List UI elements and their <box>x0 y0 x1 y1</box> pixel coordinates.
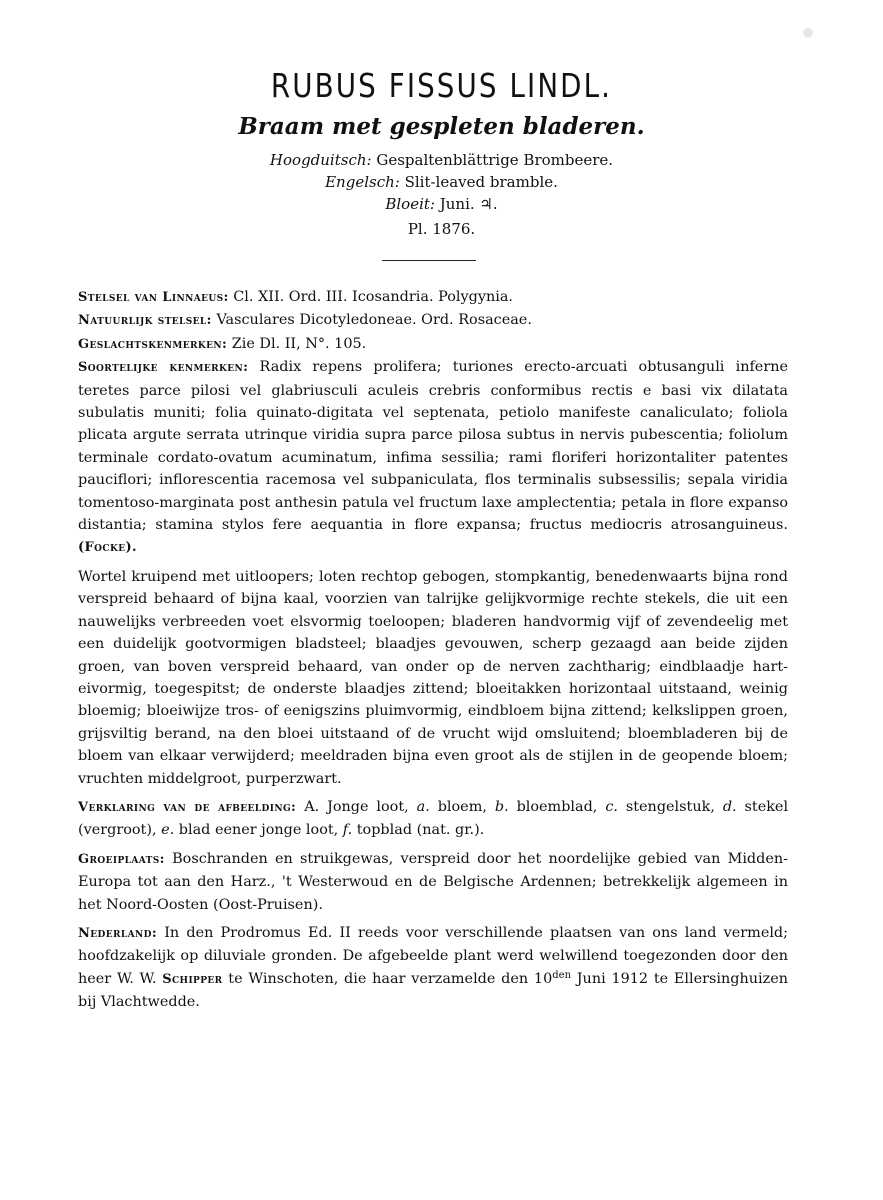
figure-explanation-text-2: bloem, <box>437 798 487 815</box>
figure-explanation-text-5: stekel (vergroot), <box>78 798 789 839</box>
paper-speck <box>803 28 813 38</box>
english-name-line <box>0 171 883 193</box>
netherlands-text-3: Juni 1912 te Ellersinghuizen bij Vlachtwedde. <box>78 970 788 1011</box>
natural-system-text: Vasculares Dicotyledoneae. Ord. Rosaceae. <box>216 312 532 329</box>
netherlands-paragraph <box>78 922 788 1014</box>
netherlands-collector-name: Schipper <box>162 971 223 987</box>
document-body <box>78 286 788 1014</box>
figure-letter-d: d. <box>722 798 737 815</box>
genus-characters-paragraph <box>78 333 788 356</box>
german-name-label: Hoogduitsch: <box>269 151 372 169</box>
natural-system-paragraph <box>78 309 788 332</box>
flowering-label: Bloeit: <box>385 195 435 213</box>
species-characters-label: Soortelijke kenmerken: <box>78 360 249 376</box>
figure-letter-a: a. <box>416 798 430 815</box>
figure-explanation-label: Verklaring van de afbeelding: <box>78 799 297 815</box>
german-name-value: Gespaltenblättrige Brombeere. <box>376 151 614 169</box>
species-characters-text: Radix repens prolifera; turiones erecto-arcuati obtusanguli inferne teretes parce pilosi vel glabriusculi aculeis crebris conformibus rectis e basi vix dilatata subulatis muniti; folia quinato-digitata vel septenata, petiolo manifeste canaliculato; foliola plicata argute serrata utrinque viridia supra parce pilosa subtus in nervis pubescentia; foliolum terminale cordato-ovatum acuminatum, infima sessilia; rami floriferi horizontaliter patentes pauciflori; inflorescentia racemosa vel subpaniculata, flos terminalis subsessilis; sepala viridia tomentoso-marginata post anthesin patula vel fructum laxe amplectentia; petala in flore expanso distantia; stamina stylos fere aequantia in flore expansa; fructus mediocris atrosanguineus. <box>78 359 788 534</box>
habitat-label: Groeiplaats: <box>78 851 165 867</box>
description-text: Wortel kruipend met uitloopers; loten rechtop gebogen, stompkantig, benedenwaarts bijna rond verspreid behaard of bijna kaal, voorzien van talrijke gelijkvormige rechte stekels, die uit een nauwelijks verbreeden voet elsvormig toeloopen; bladeren handvormig vijf of zevendeelig met een duidelijk gootvormigen bladsteel; blaadjes gevouwen, scherp gezaagd aan beide zijden groen, van boven verspreid behaard, van onder op de nerven zachtharig; eindblaadje hart-eivormig, toegespitst; de onderste blaadjes zittend; bloeitakken horizontaal uitstaand, weinig bloemig; bloeiwijze tros- of eenigszins pluimvormig, eindbloem bijna zittend; kelkslippen groen, grijsviltig berand, na den bloei uitstaand of de vrucht wijd omsluitend; bloembladeren bij de bloem van elkaar verwijderd; meeldraden bijna even groot als de stijlen in de geopende bloem; vruchten middelgroot, purperzwart. <box>78 568 788 787</box>
page-subtitle: Braam met gespleten bladeren. <box>238 113 645 140</box>
linnaeus-paragraph <box>78 286 788 309</box>
figure-explanation-text-4: stengelstuk, <box>625 798 715 815</box>
page-title: RUBUS FISSUS LINDL. <box>270 66 613 105</box>
netherlands-label: Nederland: <box>78 925 158 941</box>
figure-explanation-text-3: bloemblad, <box>516 798 598 815</box>
linnaeus-label: Stelsel van Linnaeus: <box>78 290 229 305</box>
figure-explanation-text-6: blad eener jonge loot, <box>178 822 339 839</box>
habitat-text: Boschranden en struikgewas, verspreid door het noordelijke gebied van Midden-Europa tot aan den Harz., 't Westerwoud en de Belgische Ardennen; betrekkelijk algemeen in het Noord-Oosten (Oost-Pruisen). <box>78 850 789 913</box>
figure-explanation-paragraph <box>78 796 788 842</box>
figure-letter-e: e. <box>161 822 175 839</box>
figure-explanation-text-1: A. Jonge loot, <box>304 798 409 815</box>
natural-system-label: Natuurlijk stelsel: <box>78 313 212 329</box>
figure-explanation-text-7: topblad (nat. gr.). <box>356 822 485 839</box>
netherlands-text-1: In den Prodromus Ed. II reeds voor verschillende plaatsen van ons land vermeld; hoofdzakelijk op diluviale gronden. De afgebeelde plant werd welwillend toegezonden door den heer W. W. <box>78 924 788 987</box>
figure-letter-f: f. <box>342 822 353 839</box>
description-paragraph <box>78 566 788 790</box>
plate-number: Pl. 1876. <box>407 220 476 238</box>
german-name-line <box>0 149 883 171</box>
figure-letter-b: b. <box>494 798 509 815</box>
genus-characters-label: Geslachtskenmerken: <box>78 336 228 352</box>
divider-rule <box>382 260 476 261</box>
netherlands-text-2: te Winschoten, die haar verzamelde den 10 <box>228 970 553 987</box>
species-characters-author: (Focke). <box>78 540 137 556</box>
species-characters-paragraph <box>78 356 788 560</box>
flowering-line <box>0 193 883 215</box>
linnaeus-text: Cl. XII. Ord. III. Icosandria. Polygynia. <box>233 289 513 305</box>
figure-letter-c: c. <box>605 798 618 815</box>
genus-characters-text: Zie Dl. II, N°. 105. <box>231 335 367 352</box>
habitat-paragraph <box>78 848 788 916</box>
netherlands-date-suffix: den <box>552 969 572 981</box>
flowering-value: Juni. ♃. <box>439 195 498 213</box>
english-name-value: Slit-leaved bramble. <box>404 173 558 191</box>
english-name-label: Engelsch: <box>325 173 400 191</box>
